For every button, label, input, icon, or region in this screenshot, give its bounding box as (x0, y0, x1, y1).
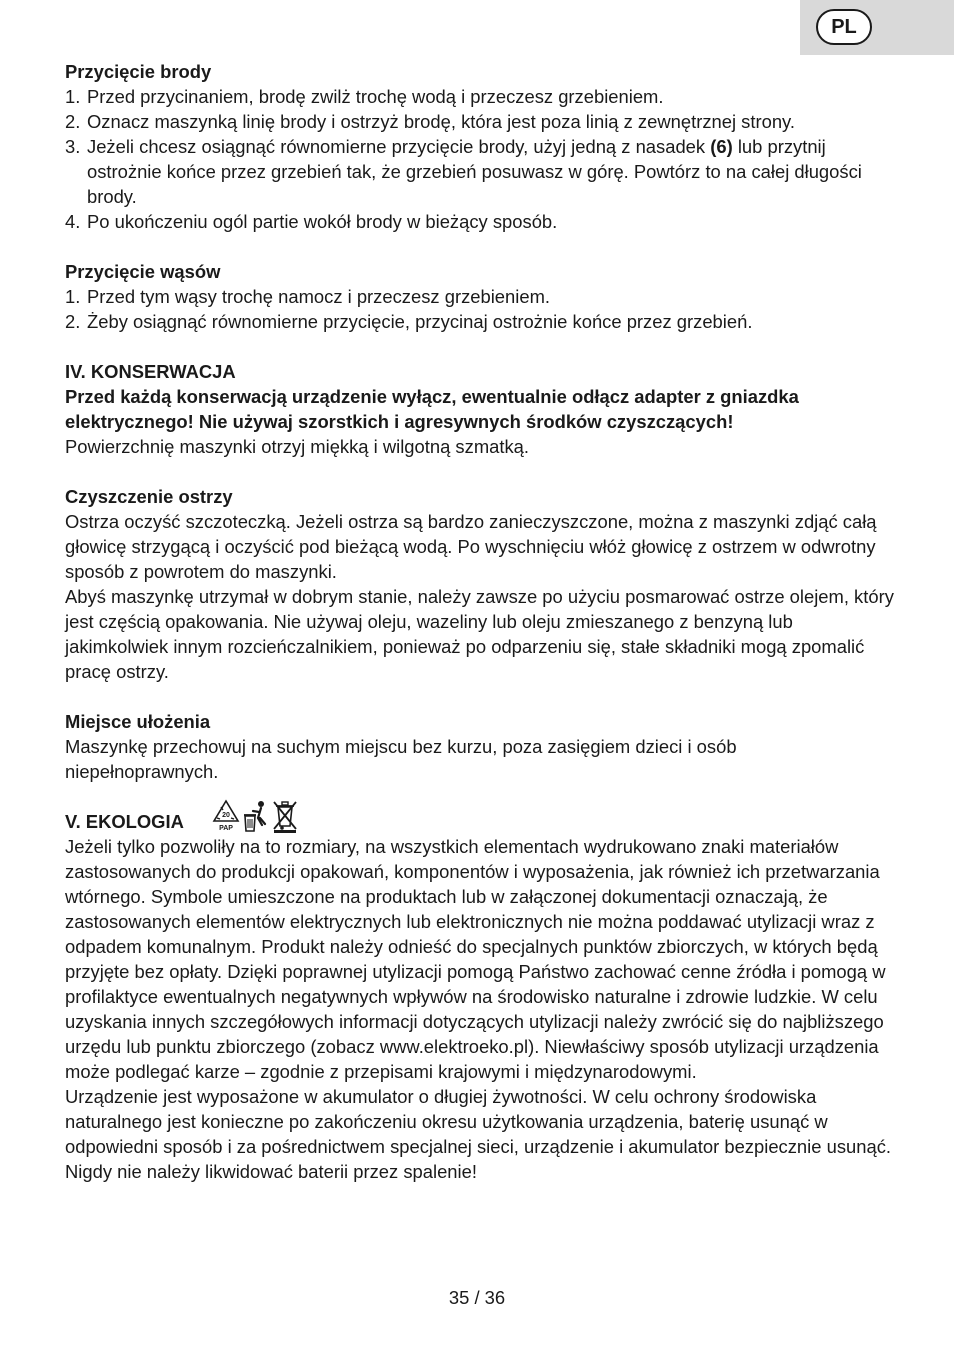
cleaning-paragraph: Ostrza oczyść szczoteczką. Jeżeli ostrza są bardzo zanieczyszczone, można z maszynki zdjąć całą głowicę strzygącą i oczyścić pod bieżącą wodą. Po wyschnięciu włóż głowicę z ostrzem w odwrotny sposób z powrotem do maszynki. (65, 511, 877, 582)
list-item: 4. Po ukończeniu ogól partie wokół brody w bieżący sposób. (65, 211, 558, 232)
crossed-bin-icon (272, 799, 298, 833)
paper-recycling-icon (212, 799, 240, 833)
ecology-paragraph: Jeżeli tylko pozwoliły na to rozmiary, na wszystkich elementach wydrukowano znaki materiałów zastosowanych do produkcji opakowań, komponentów i wyposażenia, jak również ich przetwarzania wtórnego. Symbole umieszczone na produktach lub w załączonej dokumentacji oznaczają, że zastosowanych elementów elektrycznych lub elektronicznych nie można poddawać utylizacji wraz z odpadem komunalnym. Produkt należy odnieść do specjalnych punktów zbiorczych, w których będą przyjęte bez opłaty. Dzięki poprawnej utylizacji pomogą Państwo zachować cenne źródła i pomogą w profilaktyce ewentualnych negatywnych wpływów na środowisko naturalne i zdrowie ludzkie. W celu uzyskania innych szczegółowych informacji dotyczących utylizacji należy zwrócić się do najbliższego urzędu lub punktu zbiorczego (zobacz www.elektroeko.pl). Niewłaściwy sposób utylizacji urządzenia może podlegać karze – zgodnie z przepisami krajowymi i międzynarodowymi. (65, 836, 886, 1082)
ecology-paragraph: Urządzenie jest wyposażone w akumulator o długiej żywotności. W celu ochrony środowiska naturalnego jest konieczne po zakończeniu okresu użytkowania urządzenia, baterię usunąć w odpowiedni sposób i za pośrednictwem specjalnej sieci, urządzenie i akumulator bezpiecznie usunąć. Nigdy nie należy likwidować baterii przez spalenie! (65, 1086, 891, 1182)
cleaning-heading: Czyszczenie ostrzy (65, 486, 233, 507)
list-item: 1. Przed tym wąsy trochę namocz i przeczesz grzebieniem. (65, 286, 550, 307)
cleaning-paragraph: Abyś maszynkę utrzymał w dobrym stanie, należy zawsze po użyciu posmarować ostrze olejem, który jest częścią opakowania. Nie używaj oleju, wazeliny lub oleju zmieszanego z benzyną lub jakimkolwiek innym rozcieńczalnikiem, ponieważ po odparzeniu się, stałe składniki mogą zpomalić pracę ostrzy. (65, 586, 894, 682)
maintenance-text: Powierzchnię maszynki otrzyj miękką i wilgotną szmatką. (65, 436, 530, 457)
attachment-reference: (6) (710, 136, 733, 157)
language-tab (800, 0, 954, 55)
mustache-section (65, 259, 895, 334)
ecology-heading-row (65, 809, 895, 834)
storage-section (65, 709, 895, 784)
storage-heading: Miejsce ułożenia (65, 711, 211, 732)
language-badge: PL (816, 9, 872, 45)
storage-text: Maszynkę przechowuj na suchym miejscu bez kurzu, poza zasięgiem dzieci i osób niepełnoprawnych. (65, 736, 737, 782)
manual-content (65, 59, 895, 1184)
mustache-heading: Przycięcie wąsów (65, 261, 221, 282)
maintenance-warning: Przed każdą konserwacją urządzenie wyłącz, ewentualnie odłącz adapter z gniazdka elektrycznego! Nie używaj szorstkich i agresywnych środków czyszczących! (65, 386, 799, 432)
list-item: 2. Oznacz maszynką linię brody i ostrzyż brodę, która jest poza linią z zewnętrznej strony. (65, 111, 795, 132)
list-item: 1. Przed przycinaniem, brodę zwilż trochę wodą i przeczesz grzebieniem. (65, 86, 664, 107)
beard-heading: Przycięcie brody (65, 61, 212, 82)
cleaning-section (65, 484, 895, 684)
maintenance-section (65, 359, 895, 459)
svg-text:PAP: PAP (218, 825, 233, 832)
list-item: 3. Jeżeli chcesz osiągnąć równomierne przycięcie brody, użyj jedną z nasadek (6) lub przytnij ostrożnie końce przez grzebień tak, że grzebień posuwasz w górę. Powtórz to na całej długości brody. (65, 136, 862, 207)
svg-text:20: 20 (221, 812, 230, 819)
ecology-heading: V. EKOLOGIA (65, 811, 184, 832)
beard-section (65, 59, 895, 234)
tidyman-icon (242, 799, 270, 833)
list-item: 2. Żeby osiągnąć równomierne przycięcie, przycinaj ostrożnie końce przez grzebień. (65, 311, 753, 332)
maintenance-heading: IV. KONSERWACJA (65, 361, 236, 382)
ecology-section (65, 809, 895, 1184)
page-number: 35 / 36 (448, 1287, 506, 1308)
ecology-icons (212, 799, 298, 833)
